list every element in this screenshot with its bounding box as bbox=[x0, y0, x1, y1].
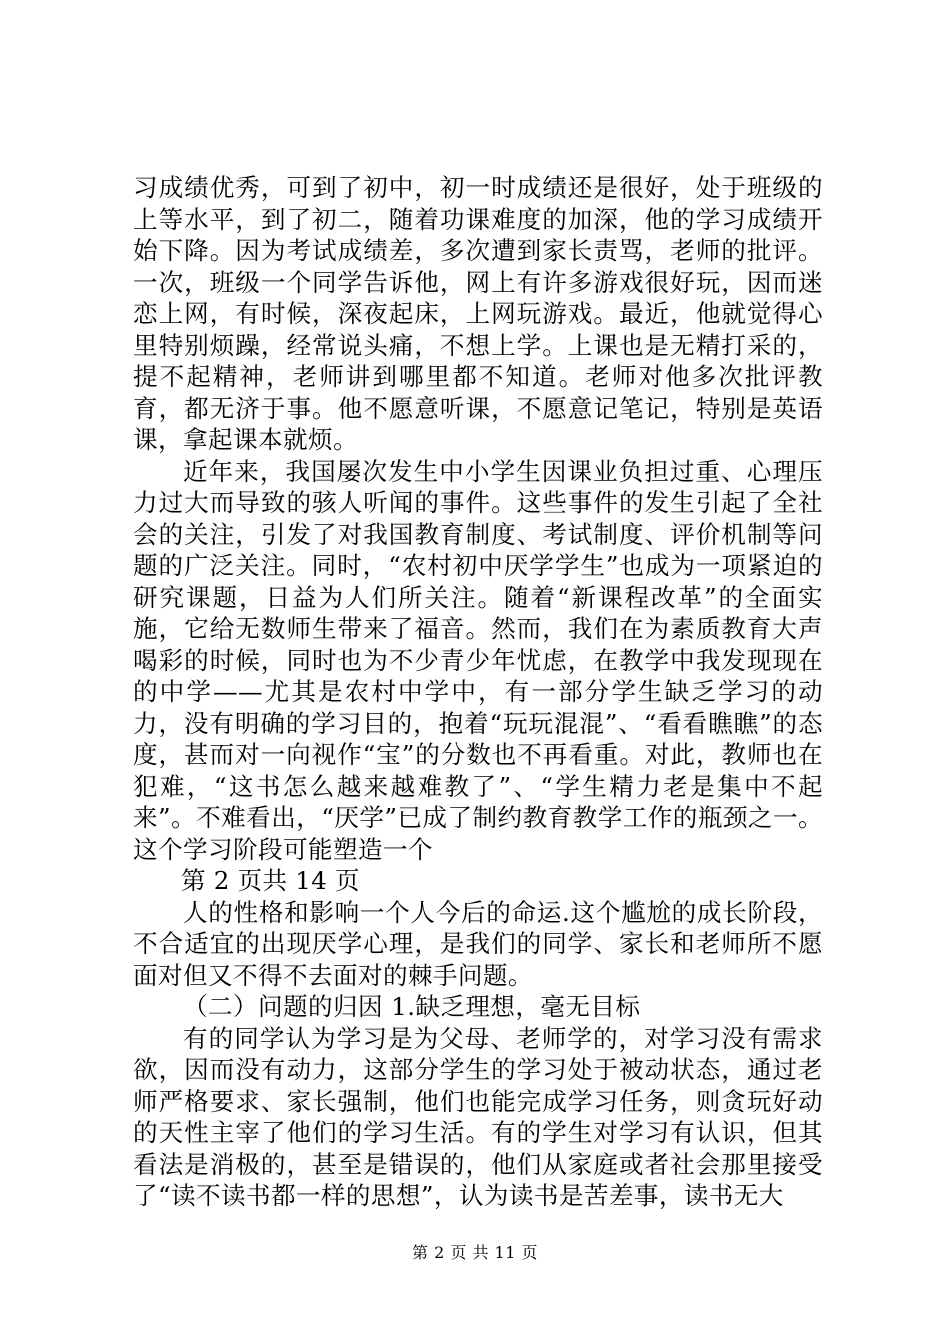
paragraph-personality: 人的性格和影响一个人今后的命运.这个尴尬的成长阶段，不合适宜的出现厌学心理，是我们的同学、家长和老师所不愿面对但又不得不去面对的棘手问题。 bbox=[133, 897, 823, 990]
document-body bbox=[133, 172, 823, 1212]
section-heading: （二）问题的归因 1.缺乏理想，毫无目标 bbox=[183, 992, 641, 1021]
paragraph-no-goals: 有的同学认为学习是为父母、老师学的，对学习没有需求欲，因而没有动力，这部分学生的学习处于被动状态，通过老师严格要求、家长强制，他们也能完成学习任务，则贪玩好动的天性主宰了他们的学习生活。有的学生对学习有认识，但其看法是消极的，甚至是错误的，他们从家庭或者社会那里接受了“读不读书都一样的思想”，认为读书是苦差事，读书无大 bbox=[133, 1023, 823, 1210]
inline-page-marker: 第 2 页共 14 页 bbox=[181, 866, 360, 895]
page-footer: 第 2 页 共 11 页 bbox=[412, 1243, 538, 1262]
paragraph-continuation: 习成绩优秀，可到了初中，初一时成绩还是很好，处于班级的上等水平，到了初二，随着功课难度的加深，他的学习成绩开始下降。因为考试成绩差，多次遭到家长责骂，老师的批评。一次，班级一个同学告诉他，网上有许多游戏很好玩，因而迷恋上网，有时候，深夜起床，上网玩游戏。最近，他就觉得心里特别烦躁，经常说头痛，不想上学。上课也是无精打采的，提不起精神，老师讲到哪里都不知道。老师对他多次批评教育，都无济于事。他不愿意听课，不愿意记笔记，特别是英语课，拿起课本就烦。 bbox=[133, 173, 823, 454]
paragraph-recent-years: 近年来，我国屡次发生中小学生因课业负担过重、心理压力过大而导致的骇人听闻的事件。这些事件的发生引起了全社会的关注，引发了对我国教育制度、考试制度、评价机制等问题的广泛关注。同时，“农村初中厌学学生”也成为一项紧迫的研究课题，日益为人们所关注。随着“新课程改革”的全面实施，它给无数师生带来了福音。然而，我们在为素质教育大声喝彩的时候，同时也为不少青少年忧虑，在教学中我发现现在的中学——尤其是农村中学中，有一部分学生缺乏学习的动力，没有明确的学习目的，抱着“玩玩混混”、“看看瞧瞧”的态度，甚而对一向视作“宝”的分数也不再看重。对此，教师也在犯难，“这书怎么越来越难教了”、“学生精力老是集中不起来”。不难看出，“厌学”已成了制约教育教学工作的瓶颈之一。这个学习阶段可能塑造一个 bbox=[133, 456, 823, 864]
